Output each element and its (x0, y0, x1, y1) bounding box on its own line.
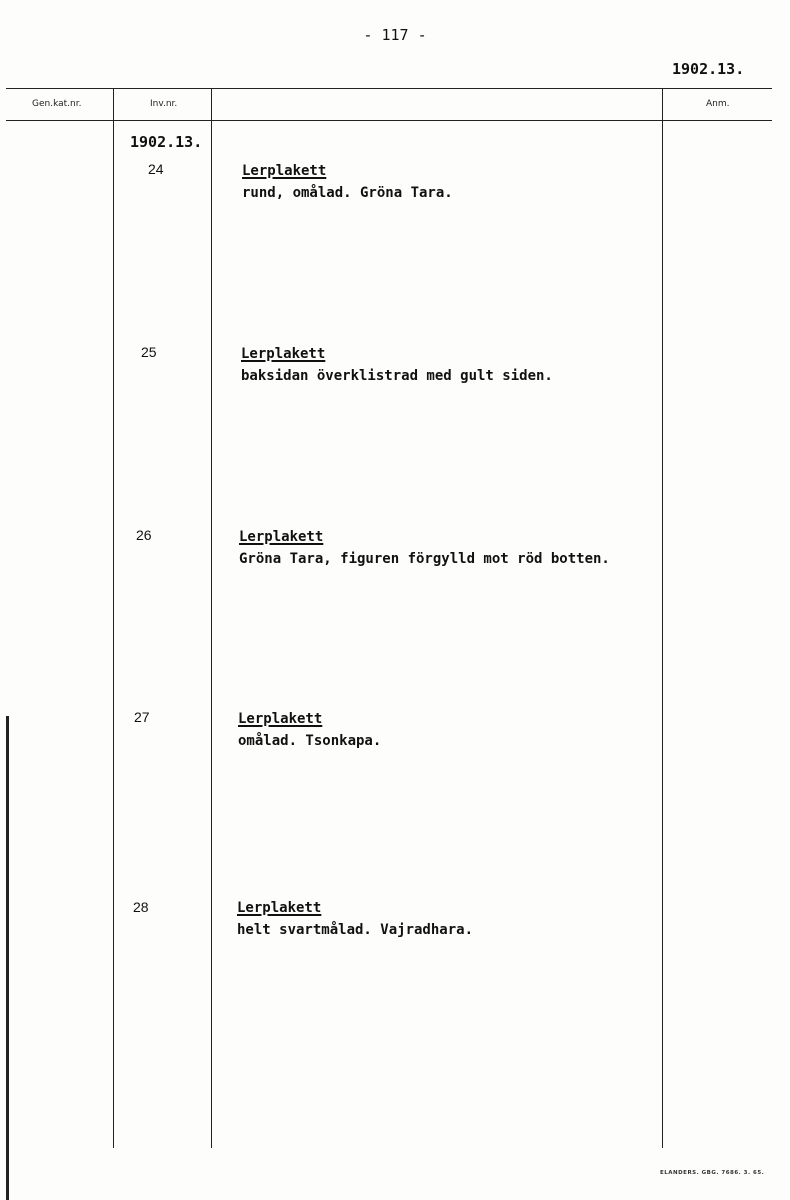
inv-number: 25 (141, 344, 157, 360)
header-top-rule (6, 88, 772, 89)
catalog-entry (238, 708, 381, 752)
column-divider-inv-desc (211, 88, 212, 1148)
catalog-entry (242, 160, 453, 204)
catalog-entry (239, 526, 610, 570)
column-divider-gen-inv (113, 88, 114, 1148)
inv-number: 24 (148, 161, 164, 177)
entry-description: helt svartmålad. Vajradhara. (237, 922, 474, 938)
header-reference: 1902.13. (672, 60, 745, 78)
printer-mark: ELANDERS. GBG. 7686. 3. 65. (660, 1170, 765, 1176)
page-number: - 117 - (363, 26, 427, 44)
column-header-inv: Inv.nr. (150, 99, 178, 109)
inv-number: 28 (133, 899, 149, 915)
entry-description: baksidan överklistrad med gult siden. (241, 368, 553, 384)
entry-title: Lerplakett (241, 346, 326, 362)
entry-description: Gröna Tara, figuren förgylld mot röd botten. (239, 551, 610, 567)
inv-number: 27 (134, 709, 150, 725)
left-margin-line (6, 716, 9, 1200)
entry-description: rund, omålad. Gröna Tara. (242, 185, 453, 201)
entry-title: Lerplakett (238, 711, 323, 727)
catalog-entry (241, 343, 553, 387)
inv-reference: 1902.13. (130, 133, 203, 151)
entry-title: Lerplakett (237, 900, 322, 916)
column-header-gen-kat: Gen.kat.nr. (32, 99, 82, 109)
entry-title: Lerplakett (239, 529, 324, 545)
column-divider-desc-anm (662, 88, 663, 1148)
entry-description: omålad. Tsonkapa. (238, 733, 382, 749)
header-bottom-rule (6, 120, 772, 121)
catalog-entry (237, 897, 473, 941)
inv-number: 26 (136, 527, 152, 543)
column-header-anm: Anm. (706, 99, 730, 109)
entry-title: Lerplakett (242, 163, 327, 179)
